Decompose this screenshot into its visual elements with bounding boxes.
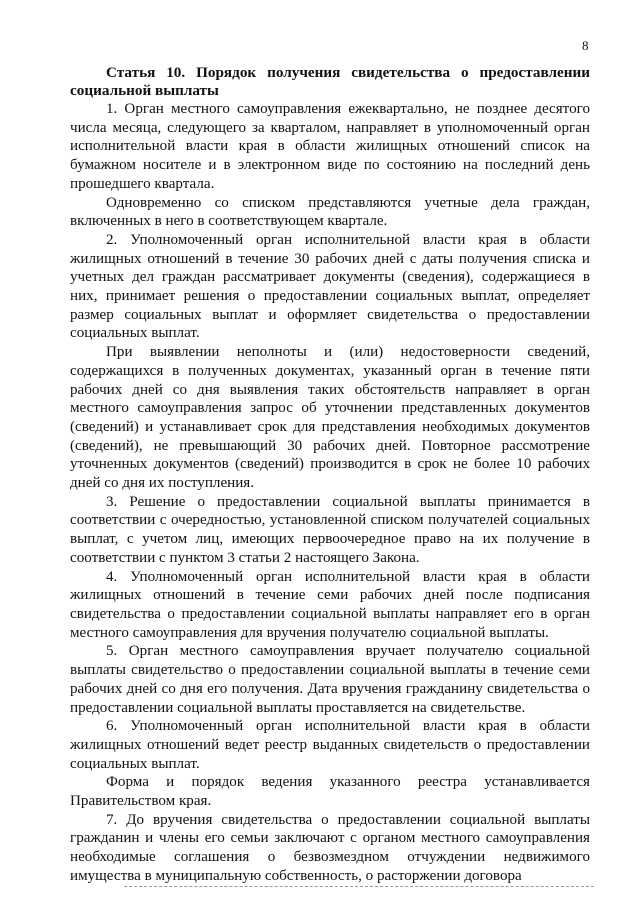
paragraph-6: 6. Уполномоченный орган исполнительной власти края в области жилищных отношений ведет реестр выданных свидетельств о предоставлении социальных выплат. bbox=[70, 718, 590, 772]
paragraph-3: 3. Решение о предоставлении социальной выплаты принимается в соответствии с очередностью, установленной списком получателей социальных выплат, с учетом лиц, имеющих первоочередное право на их получение в соответствии с пунктом 3 статьи 2 настоящего Закона. bbox=[70, 493, 590, 566]
paragraph-1-continuation: Одновременно со списком представляются учетные дела граждан, включенных в него в соответствующем квартале. bbox=[70, 194, 590, 230]
article-heading: Статья 10. Порядок получения свидетельства о предоставлении социальной выплаты bbox=[70, 64, 590, 99]
page-number: 8 bbox=[582, 38, 589, 53]
paragraph-7: 7. До вручения свидетельства о предоставлении социальной выплаты гражданин и члены его семьи заключают с органом местного самоуправления необходимые соглашения о безвозмездном отчуждении недвижимого имущества в муниципальную собственность, о расторжении договора bbox=[70, 811, 590, 884]
paragraph-6-continuation: Форма и порядок ведения указанного реестра устанавливается Правительством края. bbox=[70, 774, 590, 810]
paragraph-1: 1. Орган местного самоуправления ежеквартально, не позднее десятого числа месяца, следующего за кварталом, направляет в уполномоченный орган исполнительной власти края в области жилищных отношений список на бумажном носителе и в электронном виде по состоянию на последний день прошедшего квартала. bbox=[70, 101, 590, 192]
paragraph-4: 4. Уполномоченный орган исполнительной власти края в области жилищных отношений в течение семи рабочих дней после подписания свидетельства о предоставлении социальной выплаты направляет его в орган местного самоуправления для вручения получателю социальной выплаты. bbox=[70, 568, 590, 641]
paragraph-2: 2. Уполномоченный орган исполнительной власти края в области жилищных отношений в течение 30 рабочих дней с даты получения списка и учетных дел граждан рассматривает документы (сведения), содержащиеся в них, принимает решения о предоставлении социальных выплат, определяет размер социальных выплат и оформляет свидетельства о предоставлении социальных выплат. bbox=[70, 231, 590, 342]
paragraph-5: 5. Орган местного самоуправления вручает получателю социальной выплаты свидетельство о предоставлении социальной выплаты в течение семи рабочих дней со дня его получения. Дата вручения гражданину свидетельства о предоставлении социальной выплаты проставляется на свидетельстве. bbox=[70, 643, 590, 716]
document-body bbox=[70, 64, 590, 886]
page-bottom-rule bbox=[124, 886, 594, 887]
paragraph-2-continuation: При выявлении неполноты и (или) недостоверности сведений, содержащихся в полученных документах, указанный орган в течение пяти рабочих дней со дня выявления таких обстоятельств направляет в орган местного самоуправления запрос об уточнении представленных документов (сведений) и устанавливает срок для представления необходимых документов (сведений), не превышающий 30 рабочих дней. Повторное рассмотрение уточненных документов (сведений) производится в срок не более 10 рабочих дней со дня их поступления. bbox=[70, 344, 590, 492]
